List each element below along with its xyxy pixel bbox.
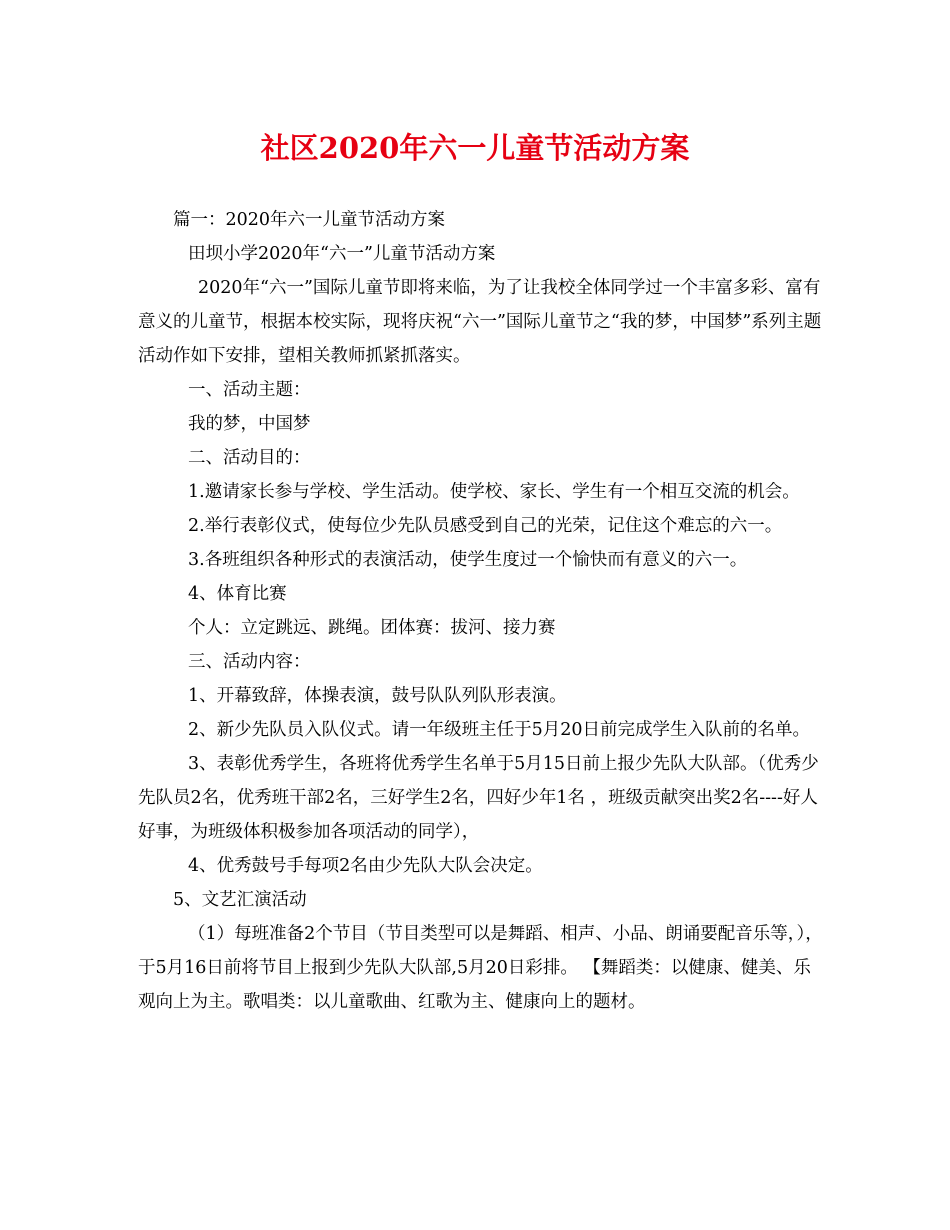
paragraph-subtitle: 田坝小学2020年“六一”儿童节活动方案 <box>188 244 496 264</box>
paragraph-content-4: 4、优秀鼓号手每项2名由少先队大队会决定。 <box>188 856 543 876</box>
paragraph-performance-1: （1）每班准备2个节目（节目类型可以是舞蹈、相声、小品、朗诵要配音乐等，），于5月16日前将节目上报到少先队大队部,5月20日彩排。 【舞蹈类：以健康、健美、乐观向上为主。歌唱类：以儿童歌曲、红歌为主、健康向上的题材。 <box>138 924 823 1012</box>
paragraph-content-1: 1、开幕致辞，体操表演，鼓号队队列队形表演。 <box>188 686 567 706</box>
paragraph-content-3: 3、表彰优秀学生，各班将优秀学生名单于5月15日前上报少先队大队部。（优秀少先队员2名，优秀班干部2名，三好学生2名，四好少年1名 ，班级贡献突出奖2名----好人好事，为班级体积极参加各项活动的同学）， <box>138 754 819 842</box>
paragraph-theme: 我的梦，中国梦 <box>188 414 311 434</box>
paragraph-content-2: 2、新少先队员入队仪式。请一年级班主任于5月20日前完成学生入队前的名单。 <box>188 720 811 740</box>
paragraph-purpose-heading: 二、活动目的： <box>188 448 311 468</box>
paragraph-performance-heading: 5、文艺汇演活动 <box>173 890 307 910</box>
paragraph-purpose-3: 3.各班组织各种形式的表演活动，使学生度过一个愉快而有意义的六一。 <box>188 550 748 570</box>
document-title: 社区2020年六一儿童节活动方案 <box>260 131 690 165</box>
paragraph-intro: 2020年“六一”国际儿童节即将来临，为了让我校全体同学过一个丰富多彩、富有意义的儿童节，根据本校实际，现将庆祝“六一”国际儿童节之“我的梦，中国梦”系列主题活动作如下安排，望相关教师抓紧抓落实。 <box>138 278 822 366</box>
document-body <box>138 203 828 1019</box>
paragraph-sports-heading: 4、体育比赛 <box>188 584 287 604</box>
paragraph-theme-heading: 一、活动主题： <box>188 380 311 400</box>
paragraph-purpose-1: 1.邀请家长参与学校、学生活动。使学校、家长、学生有一个相互交流的机会。 <box>188 482 800 502</box>
paragraph-section-heading: 篇一：2020年六一儿童节活动方案 <box>173 210 446 230</box>
paragraph-content-heading: 三、活动内容： <box>188 652 311 672</box>
paragraph-purpose-2: 2.举行表彰仪式，使每位少先队员感受到自己的光荣，记住这个难忘的六一。 <box>188 516 783 536</box>
paragraph-sports: 个人：立定跳远、跳绳。团体赛：拔河、接力赛 <box>188 618 556 638</box>
